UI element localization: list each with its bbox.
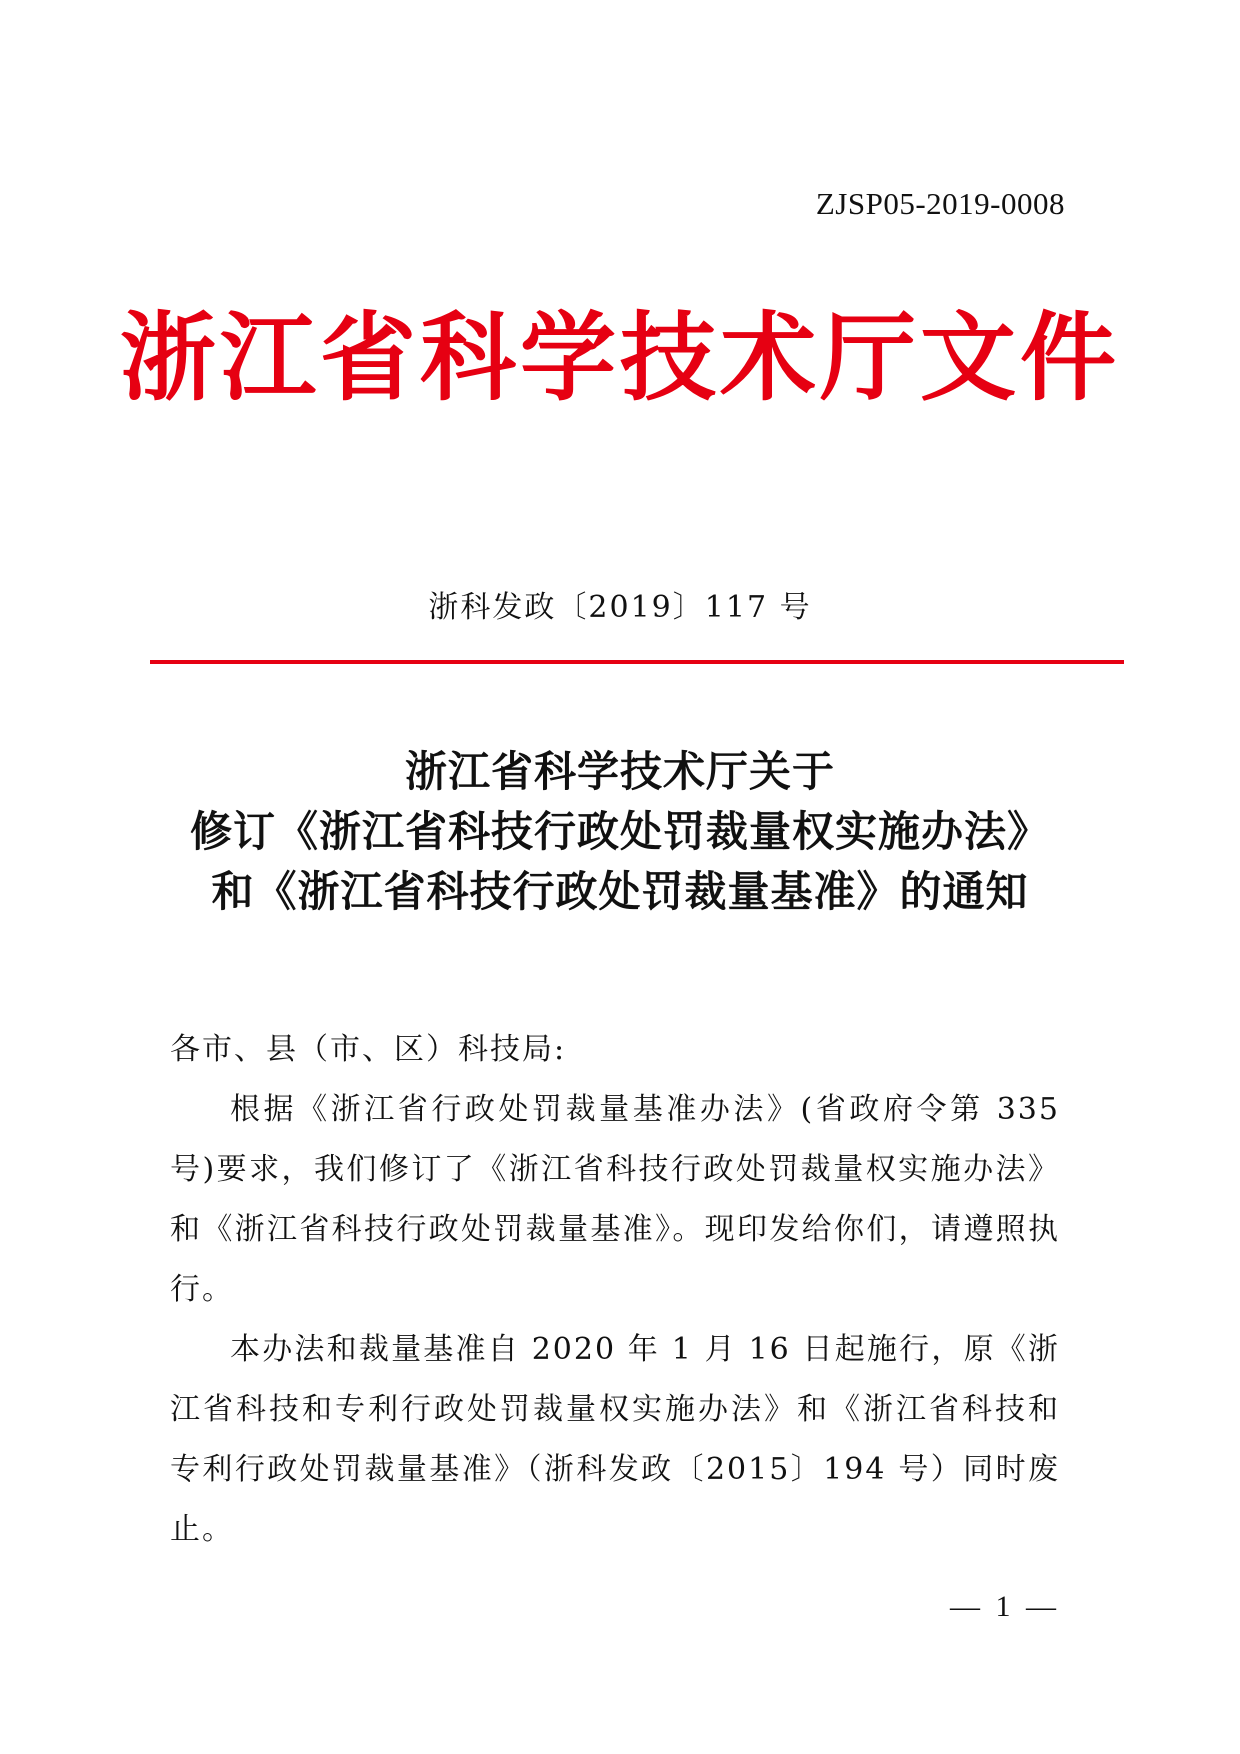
body-paragraph-1: 根据《浙江省行政处罚裁量基准办法》(省政府令第 335 号)要求，我们修订了《浙江省科技行政处罚裁量权实施办法》和《浙江省科技行政处罚裁量基准》。现印发给你们，请遵照执行。 [170, 1092, 1060, 1307]
document-code: ZJSP05-2019-0008 [815, 186, 1065, 221]
body-paragraph-2: 本办法和裁量基准自 2020 年 1 月 16 日起施行，原《浙江省科技和专利行政处罚裁量权实施办法》和《浙江省科技和专利行政处罚裁量基准》（浙科发政〔2015〕194 号）同时废止。 [170, 1332, 1060, 1547]
salutation: 各市、县（市、区）科技局: [170, 1032, 567, 1067]
page-number: — 1 — [950, 1590, 1060, 1623]
notice-title-line-1: 浙江省科学技术厅关于 [404, 747, 835, 796]
issuer-title: 浙江省科学技术厅文件 [120, 301, 1120, 414]
notice-title-line-2: 修订《浙江省科技行政处罚裁量权实施办法》 [189, 807, 1050, 856]
red-divider [150, 660, 1124, 664]
notice-title-line-3: 和《浙江省科技行政处罚裁量基准》的通知 [211, 867, 1029, 916]
document-number: 浙科发政〔2019〕117 号 [428, 590, 812, 625]
notice-title [0, 742, 1240, 922]
body-text [170, 1020, 1060, 1560]
